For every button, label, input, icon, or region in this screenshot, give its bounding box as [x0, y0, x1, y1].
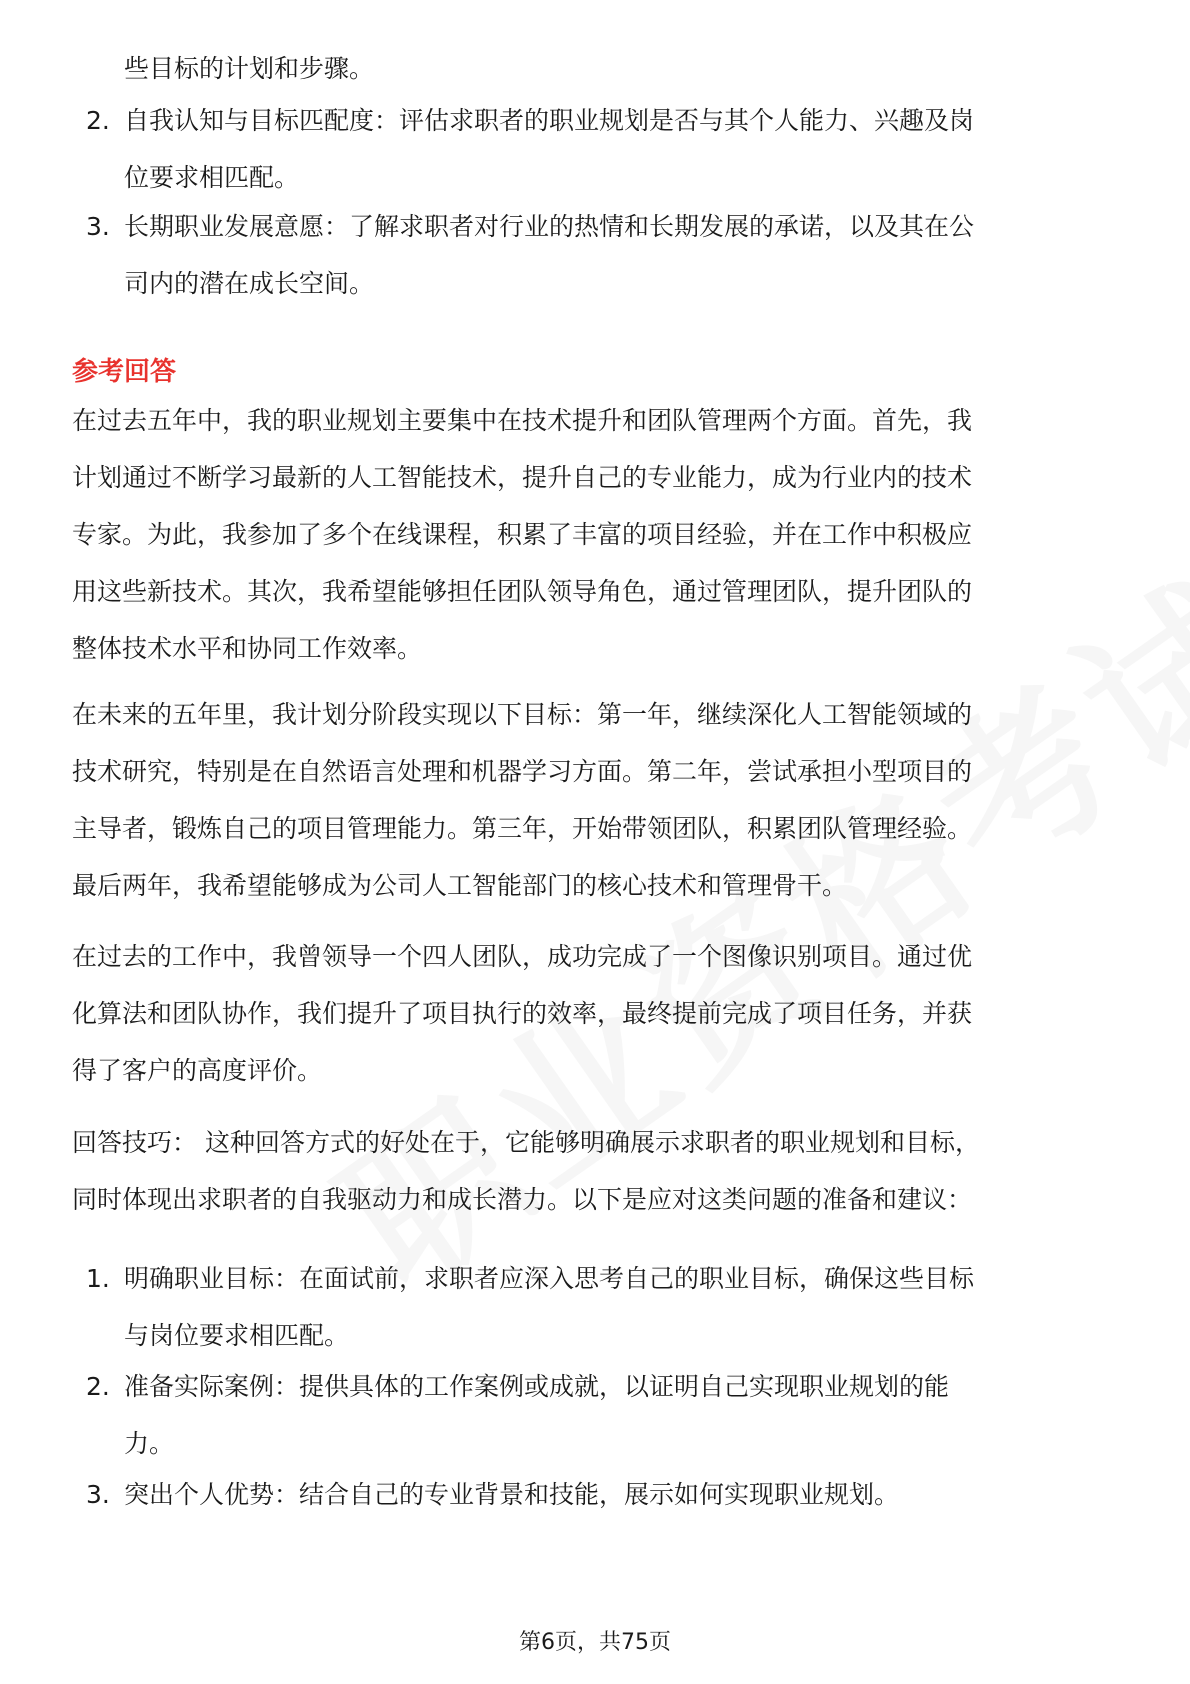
paragraph-line: 化算法和团队协作，我们提升了项目执行的效率，最终提前完成了项目任务，并获 — [72, 999, 973, 1028]
paragraph-line: 回答技巧： 这种回答方式的好处在于，它能够明确展示求职者的职业规划和目标， — [72, 1128, 980, 1157]
list-item-line: 与岗位要求相匹配。 — [124, 1321, 350, 1350]
paragraph — [72, 928, 1112, 1099]
paragraph-line: 得了客户的高度评价。 — [72, 1056, 323, 1085]
paragraph-line: 专家。为此，我参加了多个在线课程，积累了丰富的项目经验，并在工作中积极应 — [72, 520, 973, 549]
list-item-line: 司内的潜在成长空间。 — [124, 269, 375, 298]
list-item-line: 明确职业目标：在面试前，求职者应深入思考自己的职业目标，确保这些目标 — [124, 1264, 975, 1293]
list-number: 2. — [86, 106, 110, 135]
list-item-line: 长期职业发展意愿：了解求职者对行业的热情和长期发展的承诺，以及其在公 — [124, 212, 975, 241]
paragraph-line: 在过去的工作中，我曾领导一个四人团队，成功完成了一个图像识别项目。通过优 — [72, 942, 973, 971]
list-number: 3. — [86, 1480, 110, 1509]
list-item-line: 准备实际案例：提供具体的工作案例或成就，以证明自己实现职业规划的能 — [124, 1372, 950, 1401]
paragraph-line: 技术研究，特别是在自然语言处理和机器学习方面。第二年，尝试承担小型项目的 — [72, 757, 973, 786]
page-number-footer: 第6页，共75页 — [519, 1630, 671, 1655]
paragraph-line: 在未来的五年里，我计划分阶段实现以下目标：第一年，继续深化人工智能领域的 — [72, 700, 973, 729]
list-item — [72, 1250, 1112, 1364]
list-number: 2. — [86, 1372, 110, 1401]
paragraph — [72, 686, 1112, 914]
list-item-line: 力。 — [124, 1429, 175, 1458]
list-number: 1. — [86, 1264, 110, 1293]
list-item — [72, 1358, 1112, 1472]
paragraph-line: 在过去五年中，我的职业规划主要集中在技术提升和团队管理两个方面。首先，我 — [72, 406, 973, 435]
section-heading: 参考回答 — [72, 357, 177, 387]
paragraph-line: 主导者，锻炼自己的项目管理能力。第三年，开始带领团队，积累团队管理经验。 — [72, 814, 973, 843]
paragraph-line: 最后两年，我希望能够成为公司人工智能部门的核心技术和管理骨干。 — [72, 871, 848, 900]
list-item — [72, 92, 1112, 206]
paragraph — [72, 392, 1112, 677]
paragraph-line: 计划通过不断学习最新的人工智能技术，提升自己的专业能力，成为行业内的技术 — [72, 463, 973, 492]
paragraph-line: 同时体现出求职者的自我驱动力和成长潜力。以下是应对这类问题的准备和建议： — [72, 1185, 973, 1214]
list-item — [72, 198, 1112, 312]
paragraph — [72, 1114, 1112, 1228]
list-item-line: 自我认知与目标匹配度：评估求职者的职业规划是否与其个人能力、兴趣及岗 — [124, 106, 975, 135]
list-item-line: 突出个人优势：结合自己的专业背景和技能，展示如何实现职业规划。 — [124, 1480, 900, 1509]
list-continuation: 些目标的计划和步骤。 — [124, 54, 375, 83]
paragraph-line: 整体技术水平和协同工作效率。 — [72, 634, 423, 663]
list-item-line: 位要求相匹配。 — [124, 163, 300, 192]
paragraph-line: 用这些新技术。其次，我希望能够担任团队领导角色，通过管理团队，提升团队的 — [72, 577, 973, 606]
list-number: 3. — [86, 212, 110, 241]
list-item — [72, 1466, 1112, 1523]
